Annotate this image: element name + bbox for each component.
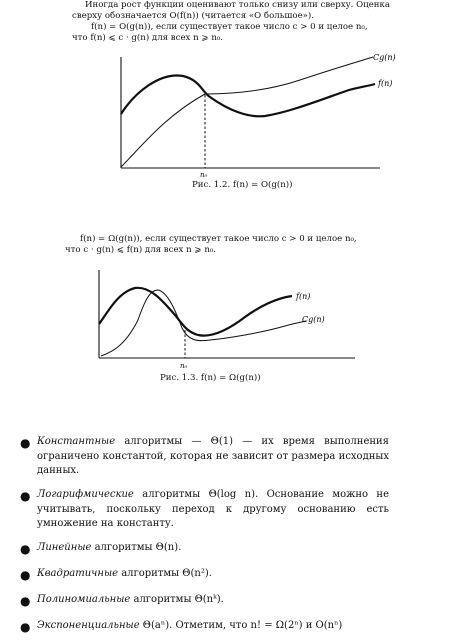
list-item-logarithmic (37, 488, 389, 532)
list-item-exponential (37, 619, 389, 634)
item-term: Константные (37, 436, 116, 447)
curve-f-n (121, 75, 375, 116)
omega-definition-line-1: f(n) = Ω(g(n)), если существует такое число c > 0 и целое n₀, (80, 234, 357, 244)
curve-cg-n (121, 57, 373, 167)
label-f-n: f(n) (378, 79, 393, 88)
omega-definition-line-2: что c · g(n) ⩽ f(n) для всех n ⩾ n₀. (65, 245, 217, 255)
label-cg-n-omega: Cg(n) (302, 315, 325, 324)
intro-line-2: сверху обозначается O(f(n)) (читается «O большое»). (72, 11, 315, 21)
intro-line-1: Иногда рост функции оценивают только снизу или сверху. Оценка (85, 0, 391, 10)
figure-big-o-caption: Рис. 1.2. f(n) = O(g(n)) (192, 180, 293, 190)
item-term: Экспоненциальные (37, 620, 140, 631)
bullet-2: ● (20, 489, 31, 503)
item-term: Полиномиальные (37, 594, 131, 605)
bullet-5: ● (20, 594, 31, 608)
figure-omega-axes (99, 270, 355, 358)
figure-big-o-axes (121, 57, 380, 168)
item-text: алгоритмы Θ(nᵏ). (130, 594, 224, 605)
figure-omega (0, 260, 471, 410)
label-n0-omega: n₀ (180, 362, 188, 370)
curve-f-n-omega (99, 288, 292, 336)
list-item-constant (37, 435, 389, 479)
list-item-linear (37, 541, 389, 556)
item-text: алгоритмы Θ(log n). Основание можно не учитывать, поскольку переход к другому основанию есть умножение на константу. (37, 489, 389, 529)
figure-big-o (0, 0, 471, 180)
bullet-1: ● (20, 436, 31, 450)
item-term: Линейные (37, 542, 92, 553)
item-term: Квадратичные (37, 568, 119, 579)
label-f-n-omega: f(n) (296, 292, 311, 301)
item-text: алгоритмы Θ(n). (91, 542, 182, 553)
item-text: алгоритмы — Θ(1) — их время выполнения ограничено константой, которая не зависит от размера исходных данных. (37, 436, 389, 476)
item-term: Логарифмические (37, 489, 134, 500)
item-text: Θ(aⁿ). Отметим, что n! = Ω(2ⁿ) и O(nⁿ) (139, 620, 343, 631)
big-o-definition-line-2: что f(n) ⩽ c · g(n) для всех n ⩾ n₀. (72, 33, 224, 43)
bullet-3: ● (20, 542, 31, 556)
label-n0: n₀ (200, 171, 208, 179)
label-cg-n: Cg(n) (373, 53, 396, 62)
bullet-4: ● (20, 568, 31, 582)
item-text: алгоритмы Θ(n²). (118, 568, 212, 579)
figure-omega-caption: Рис. 1.3. f(n) = Ω(g(n)) (160, 373, 261, 383)
big-o-definition-line-1: f(n) = O(g(n)), если существует такое число c > 0 и целое n₀, (91, 22, 368, 32)
bullet-6: ● (20, 620, 31, 634)
list-item-polynomial (37, 593, 389, 608)
list-item-quadratic (37, 567, 389, 582)
